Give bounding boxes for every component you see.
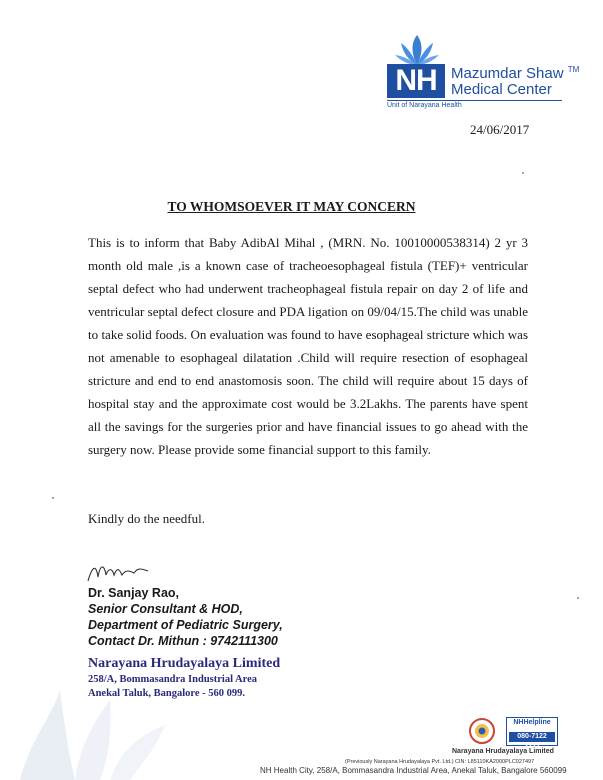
nh-logo-mark: NH	[387, 64, 445, 98]
hospital-name-line1: Mazumdar Shaw ™	[451, 65, 580, 82]
footer-previous-name: (Previously Narayana Hrudayalaya Pvt. Ltd.) CIN: L85110KA2000PLC027497	[345, 759, 535, 765]
hospital-name-line2: Medical Center	[451, 81, 552, 98]
letter-body: This is to inform that Baby AdibAl Mihal , (MRN. No. 10010000538314) 2 yr 3 month old male ,is a known case of tracheoesophageal fistula (TEF)+ ventricular septal defect who had underwent tracheophageal fistula repair on day 2 of life and ventricular septal defect closure and PDA ligation on 09/04/15.The child was unable to take solid foods. On evaluation was found to have esophageal stricture which was not amenable to esophageal dilatation .Child will require resection of esophageal stricture and end to end anastomosis soon. The child will require about 15 days of hospital stay and the approximate cost would be 3.2Lakhs. The parents have spent all the savings for the surgeries prior and have financial issues to go ahead with the surgery now. Please provide some financial support to this family.	[88, 235, 528, 457]
scan-speck	[522, 172, 524, 174]
accreditation-emblem-icon	[469, 718, 495, 744]
stamp-address-line1: 258/A, Bommasandra Industrial Area	[88, 674, 257, 685]
signatory-title: Senior Consultant & HOD,	[88, 602, 243, 616]
helpline-label: NHHelpline	[513, 719, 551, 726]
scan-speck	[52, 497, 54, 499]
handwritten-signature-icon	[84, 557, 154, 587]
logo-unit-caption: Unit of Narayana Health	[387, 102, 462, 109]
stamp-company-name: Narayana Hrudayalaya Limited	[88, 656, 281, 671]
scan-speck	[577, 597, 579, 599]
helpline-number: 080-7122 2222	[509, 732, 555, 742]
stamp-address-line2: Anekal Taluk, Bangalore - 560 099.	[88, 688, 246, 699]
signatory-department: Department of Pediatric Surgery,	[88, 618, 283, 632]
helpline-badge	[506, 717, 558, 750]
letter-heading: TO WHOMSOEVER IT MAY CONCERN	[167, 199, 416, 214]
lotus-logo-icon	[395, 33, 439, 67]
letter-closing: Kindly do the needful.	[88, 511, 205, 526]
logo-divider	[387, 100, 562, 101]
footer-company-name: Narayana Hrudayalaya Limited	[452, 748, 554, 755]
trademark-symbol: TM	[567, 65, 580, 74]
letter-date: 24/06/2017	[470, 122, 530, 137]
signatory-contact: Contact Dr. Mithun : 9742111300	[88, 634, 278, 648]
signatory-name: Dr. Sanjay Rao,	[88, 586, 180, 600]
footer-address: NH Health City, 258/A, Bommasandra Industrial Area, Anekal Taluk, Bangalore 560099	[260, 766, 567, 775]
